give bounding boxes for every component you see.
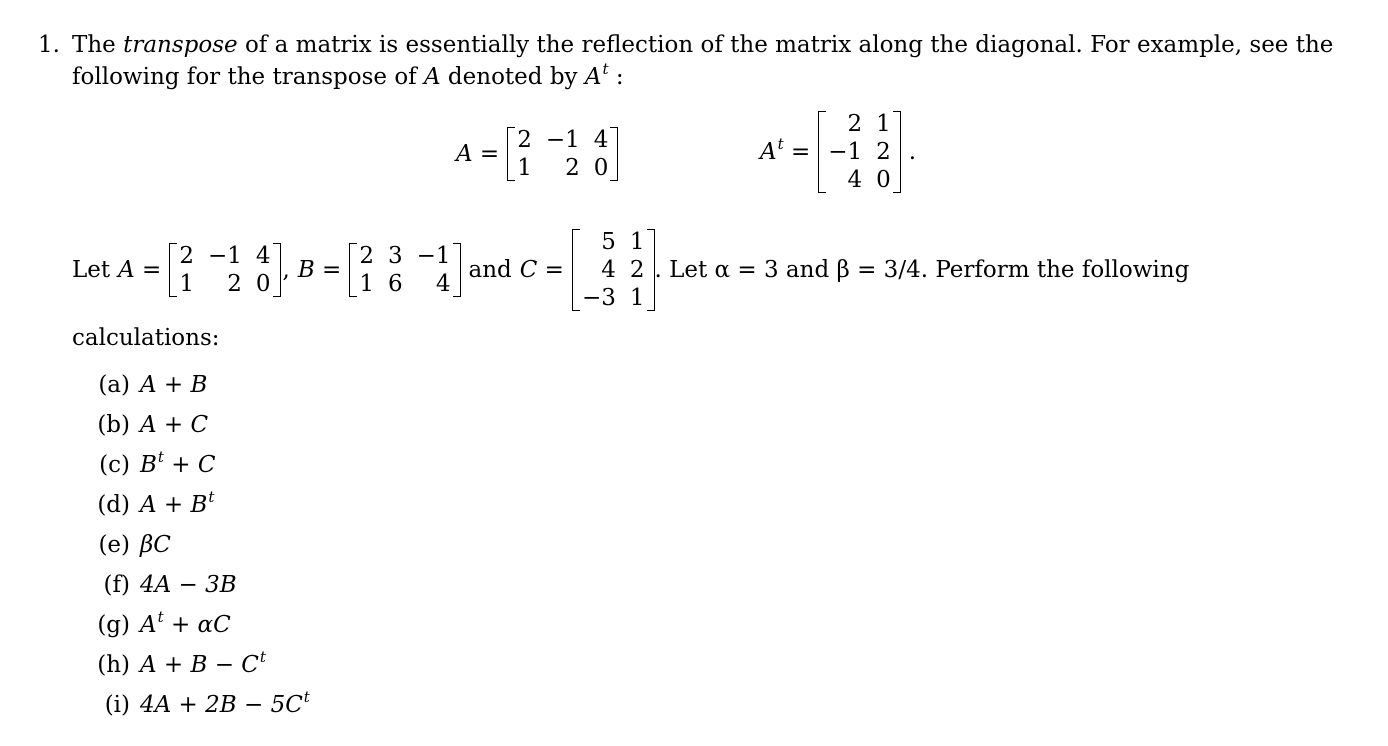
- item-label: (d): [97, 492, 130, 518]
- item-superscript: t: [157, 608, 164, 626]
- example-matrix-a: [456, 127, 626, 181]
- def-matrix-c: [572, 229, 655, 311]
- item-expression: 4A − 3B: [140, 572, 237, 598]
- example-a-label: A =: [456, 141, 500, 167]
- def-c-label: C =: [519, 257, 564, 283]
- matrix-cell: 2: [517, 127, 532, 153]
- intro-sup-t: t: [602, 60, 609, 78]
- matrix-cell: 2: [876, 139, 891, 165]
- intro-line2-pre: following for the transpose of: [72, 64, 424, 90]
- matrix-cell: 4: [847, 167, 863, 193]
- def-comma: ,: [282, 257, 290, 283]
- matrix-cell: 0: [876, 167, 891, 193]
- definitions-line: [72, 229, 1197, 311]
- matrix-cell: 3: [387, 243, 403, 269]
- intro-var-a2: A: [584, 64, 602, 90]
- item-expression-rest: + C: [163, 452, 216, 478]
- intro-line-1: [72, 32, 1333, 58]
- def-matrix-b: [349, 243, 460, 297]
- item-label: (b): [97, 412, 130, 438]
- matrix-cell: 2: [629, 257, 645, 283]
- item-expression: βC: [140, 532, 171, 558]
- item-superscript: t: [259, 648, 266, 666]
- matrix-cell: 1: [179, 271, 194, 297]
- item-label: (a): [98, 372, 130, 398]
- def-a-label: A =: [118, 257, 162, 283]
- intro-text-cont: of a matrix is essentially the reflection of the matrix along the diagonal. For example, see the: [237, 32, 1334, 58]
- matrix-cell: 0: [255, 271, 271, 297]
- calculation-item: [82, 572, 237, 598]
- matrix-a: [507, 127, 618, 181]
- item-expression: A + B: [140, 492, 208, 518]
- item-superscript: t: [303, 688, 310, 706]
- item-label: (f): [103, 572, 130, 598]
- item-superscript: t: [208, 488, 215, 506]
- intro-line-2: [72, 60, 624, 90]
- matrix-cell: 4: [593, 127, 609, 153]
- intro-italic-word: transpose: [123, 32, 238, 58]
- def-let: Let: [72, 257, 111, 283]
- matrix-at: [818, 111, 901, 193]
- item-expression: A + B − C: [140, 652, 259, 678]
- example-at-eq: =: [790, 139, 811, 165]
- item-expression: B: [140, 452, 157, 478]
- example-at-sup: t: [777, 135, 784, 153]
- calculation-item: [82, 448, 216, 478]
- matrix-cell: −1: [207, 243, 242, 269]
- item-expression: 4A + 2B − 5C: [140, 692, 303, 718]
- def-tail: . Let α = 3 and β = 3/4. Perform the following: [654, 257, 1190, 283]
- def-line-2: calculations:: [72, 325, 220, 351]
- matrix-cell: −1: [416, 243, 451, 269]
- matrix-cell: 1: [876, 111, 891, 137]
- matrix-cell: 2: [179, 243, 194, 269]
- matrix-cell: −1: [828, 139, 863, 165]
- matrix-cell: 4: [435, 271, 451, 297]
- item-label: (h): [97, 652, 130, 678]
- calculation-item: [82, 532, 171, 558]
- matrix-cell: −3: [581, 285, 616, 311]
- example-matrix-at: [760, 111, 924, 193]
- intro-var-a: A: [424, 64, 441, 90]
- matrix-cell: 1: [359, 271, 374, 297]
- def-and: and: [468, 257, 512, 283]
- item-label: (i): [104, 692, 130, 718]
- def-b-label: B =: [297, 257, 342, 283]
- matrix-cell: 4: [255, 243, 271, 269]
- example-at-label: A: [760, 139, 777, 165]
- problem-number: 1.: [38, 32, 60, 58]
- matrix-cell: 2: [227, 271, 242, 297]
- matrix-cell: 2: [565, 155, 580, 181]
- item-label: (e): [98, 532, 130, 558]
- matrix-cell: 2: [847, 111, 863, 137]
- item-expression-rest: + αC: [163, 612, 231, 638]
- matrix-cell: 6: [387, 271, 403, 297]
- matrix-cell: 5: [601, 229, 616, 255]
- calculation-item: [82, 372, 207, 398]
- matrix-cell: 1: [517, 155, 532, 181]
- calculation-item: [82, 688, 310, 718]
- calculation-item: [82, 648, 266, 678]
- item-expression: A: [140, 612, 157, 638]
- example-period: .: [908, 139, 917, 165]
- matrix-cell: 2: [359, 243, 374, 269]
- intro-line2-mid: denoted by: [440, 64, 585, 90]
- matrix-cell: 4: [601, 257, 616, 283]
- item-label: (c): [99, 452, 130, 478]
- intro-text: The: [72, 32, 124, 58]
- item-label: (g): [97, 612, 130, 638]
- calculation-item: [82, 608, 231, 638]
- calculation-item: [82, 488, 215, 518]
- matrix-cell: 1: [629, 285, 645, 311]
- matrix-cell: 0: [593, 155, 609, 181]
- matrix-cell: 1: [629, 229, 645, 255]
- item-expression: A + B: [140, 372, 208, 398]
- intro-line2-post: :: [608, 64, 624, 90]
- matrix-cell: −1: [545, 127, 580, 153]
- calculation-item: [82, 412, 208, 438]
- item-expression: A + C: [140, 412, 209, 438]
- def-matrix-a: [169, 243, 280, 297]
- item-superscript: t: [157, 448, 164, 466]
